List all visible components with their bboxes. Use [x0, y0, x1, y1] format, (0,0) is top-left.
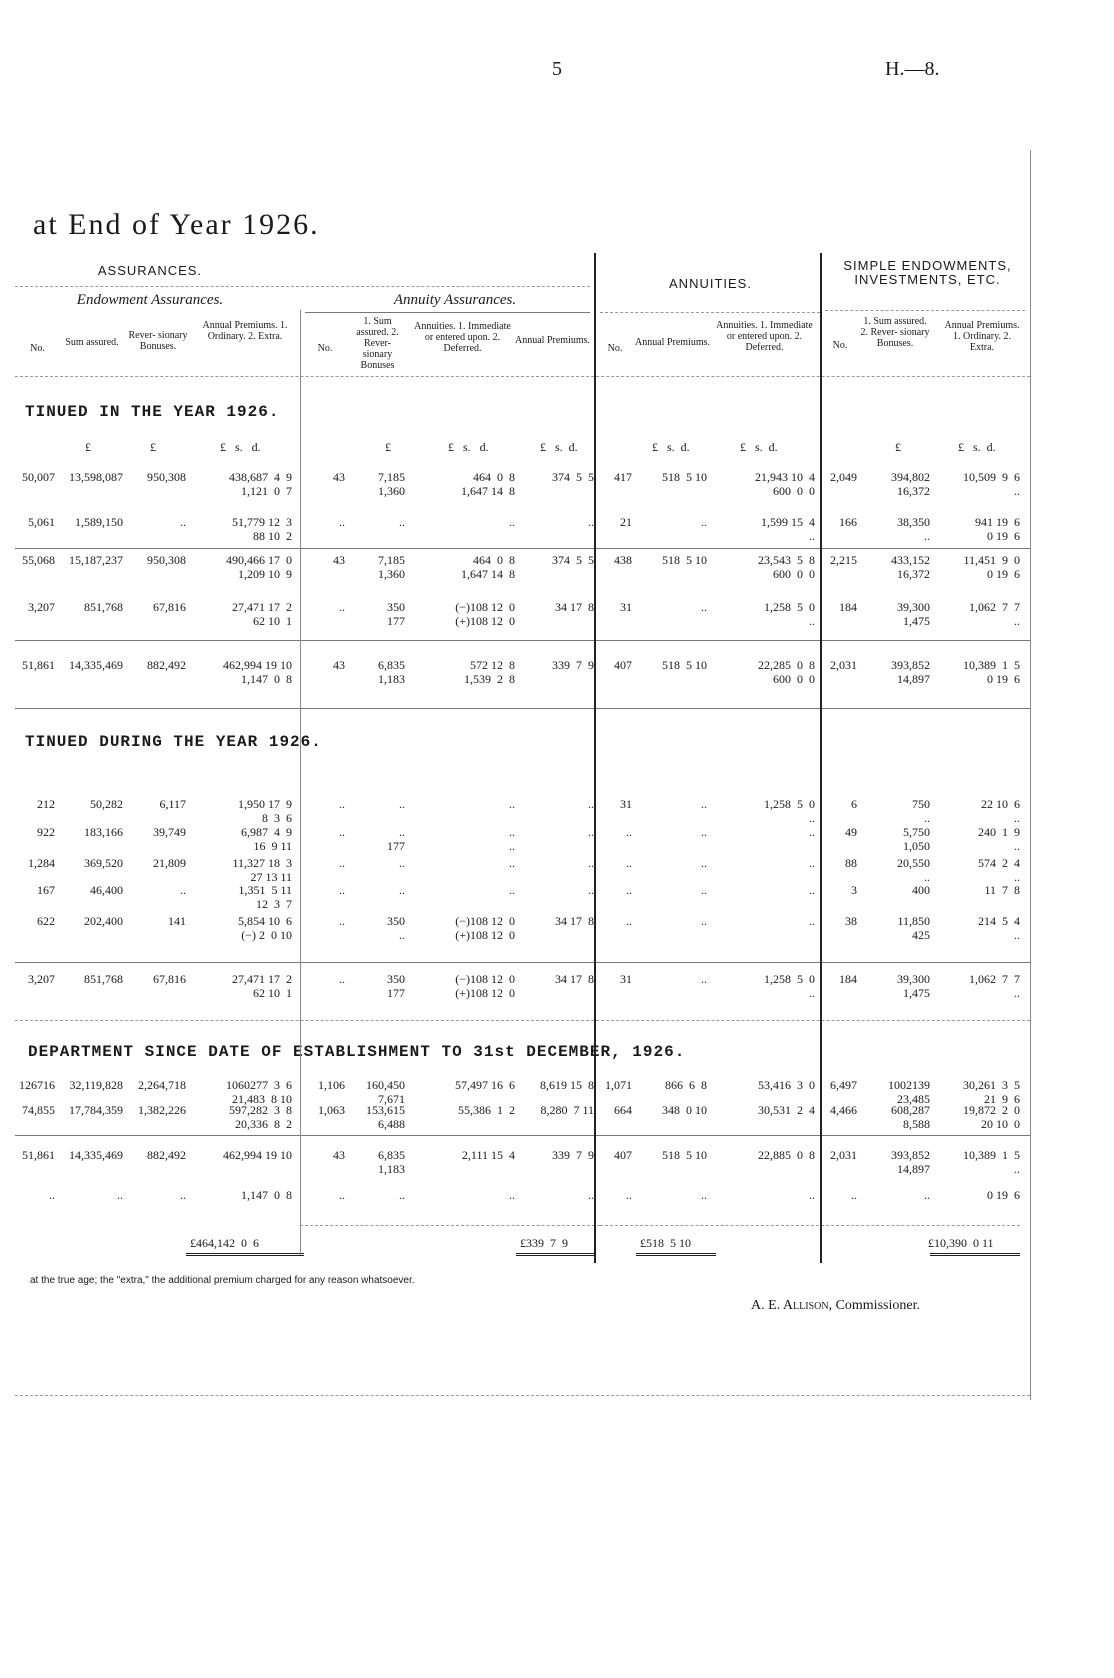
table-cell: 572 12 8 1,539 2 8 — [464, 658, 515, 686]
table-cell: 51,861 — [22, 658, 55, 672]
table-cell: 67,816 — [153, 972, 186, 986]
table-cell: 608,287 8,588 — [891, 1103, 930, 1131]
table-cell: .. — [588, 883, 594, 897]
table-cell: 664 — [614, 1103, 632, 1117]
table-cell: 22,285 0 8 600 0 0 — [758, 658, 815, 686]
table-cell: 1060277 3 6 21,483 8 10 — [226, 1078, 292, 1106]
table-cell: 21,809 — [153, 856, 186, 870]
table-cell: 51,779 12 3 88 10 2 — [232, 515, 292, 543]
table-cell: (−)108 12 0 (+)108 12 0 — [455, 600, 515, 628]
table-cell: 1,071 — [605, 1078, 632, 1092]
table-cell: 22,885 0 8 — [758, 1148, 815, 1162]
page-title: at End of Year 1926. — [33, 208, 320, 241]
table-cell: .. — [588, 1188, 594, 1202]
table-cell: 55,386 1 2 — [458, 1103, 515, 1117]
table-cell: .. — [399, 1188, 405, 1202]
table-cell: 14,335,469 — [69, 658, 123, 672]
table-cell: .. — [339, 515, 345, 529]
table-cell: 27,471 17 2 62 10 1 — [232, 600, 292, 628]
table-cell: 166 — [839, 515, 857, 529]
table-cell: 7,185 1,360 — [378, 470, 405, 498]
table-cell: 184 — [839, 600, 857, 614]
table-cell: 214 5 4 .. — [978, 914, 1020, 942]
table-cell: .. — [588, 515, 594, 529]
table-cell: 1002139 23,485 — [888, 1078, 930, 1106]
table-cell: 11,327 18 3 27 13 11 — [232, 856, 292, 884]
table-cell: 574 2 4 .. — [978, 856, 1020, 884]
signatory-role: , Commissioner. — [828, 1298, 920, 1313]
col-heading: 1. Sum assured. 2. Rever- sionary Bonuses — [356, 316, 399, 371]
table-cell: 38,350 .. — [897, 515, 930, 543]
table-cell: .. — [509, 856, 515, 870]
table-cell: (−)108 12 0 (+)108 12 0 — [455, 914, 515, 942]
table-cell: 32,119,828 — [69, 1078, 123, 1092]
table-cell: 30,261 3 5 21 9 6 — [963, 1078, 1020, 1106]
table-cell: .. — [626, 883, 632, 897]
unit-label: £ s. d. — [958, 440, 996, 454]
table-cell: 1,062 7 7 .. — [969, 600, 1020, 628]
table-cell: .. — [588, 856, 594, 870]
table-cell: 202,400 — [84, 914, 123, 928]
rule — [600, 312, 820, 313]
col-heading: Annual Premiums. — [515, 335, 590, 346]
table-cell: 866 6 8 — [665, 1078, 707, 1092]
table-cell: 1,063 — [318, 1103, 345, 1117]
table-cell: 8,619 15 8 — [540, 1078, 594, 1092]
table-cell: 369,520 — [84, 856, 123, 870]
unit-label: £ — [385, 440, 391, 454]
table-cell: 4,466 — [830, 1103, 857, 1117]
table-cell: 374 5 5 — [552, 470, 594, 484]
table-cell: 2,031 — [830, 1148, 857, 1162]
table-cell: 8,280 7 11 — [540, 1103, 594, 1117]
table-cell: 2,031 — [830, 658, 857, 672]
table-cell: 11 7 8 — [984, 883, 1020, 897]
total-endowment-premiums: £464,142 0 6 — [190, 1236, 259, 1250]
table-cell: 1,147 0 8 — [241, 1188, 292, 1202]
table-cell: .. — [339, 972, 345, 986]
table-cell: .. — [399, 515, 405, 529]
table-cell: 53,416 3 0 — [758, 1078, 815, 1092]
table-cell: 22 10 6 .. — [981, 797, 1020, 825]
table-cell: 74,855 — [22, 1103, 55, 1117]
table-cell: 43 — [333, 470, 345, 484]
table-cell: 518 5 10 — [662, 1148, 707, 1162]
table-cell: 1,382,226 — [138, 1103, 186, 1117]
table-cell: 6 — [851, 797, 857, 811]
rule — [600, 1225, 1020, 1226]
table-cell: .. — [809, 856, 815, 870]
group-simple: SIMPLE ENDOWMENTS, INVESTMENTS, ETC. — [843, 258, 1012, 287]
col-heading: Annuities. 1. Immediate or entered upon. 2. Deferred. — [716, 320, 813, 353]
table-cell: 350 .. — [387, 914, 405, 942]
total-underline — [516, 1253, 596, 1256]
table-cell: 0 19 6 — [987, 1188, 1020, 1202]
table-cell: .. — [180, 1188, 186, 1202]
total-simple-premiums: £10,390 0 11 — [928, 1236, 994, 1250]
table-cell: 1,950 17 9 8 3 6 — [238, 797, 292, 825]
table-cell: 184 — [839, 972, 857, 986]
document-reference: H.—8. — [885, 58, 940, 80]
table-cell: 49 — [845, 825, 857, 839]
table-cell: 3 — [851, 883, 857, 897]
table-cell: .. — [399, 797, 405, 811]
rule — [15, 640, 1030, 641]
table-cell: .. — [339, 600, 345, 614]
table-cell: 27,471 17 2 62 10 1 — [232, 972, 292, 1000]
table-cell: 51,861 — [22, 1148, 55, 1162]
table-cell: .. — [701, 600, 707, 614]
table-cell: 43 — [333, 658, 345, 672]
table-cell: .. — [809, 914, 815, 928]
col-heading: Annual Premiums. — [635, 337, 710, 348]
table-cell: 2,111 15 4 — [461, 1148, 515, 1162]
table-cell: 1,062 7 7 .. — [969, 972, 1020, 1000]
table-cell: .. — [701, 856, 707, 870]
table-cell: 5,854 10 6 (−) 2 0 10 — [238, 914, 292, 942]
col-heading: No. — [607, 343, 623, 354]
table-cell: 46,400 — [90, 883, 123, 897]
table-cell: 21 — [620, 515, 632, 529]
table-cell: 6,117 — [159, 797, 186, 811]
table-cell: 1,258 5 0 .. — [764, 797, 815, 825]
table-cell: 212 — [37, 797, 55, 811]
rule — [820, 253, 822, 1263]
table-cell: 11,451 9 0 0 19 6 — [963, 553, 1020, 581]
table-cell: 518 5 10 — [662, 470, 707, 484]
table-cell: .. — [701, 515, 707, 529]
signature — [751, 1298, 920, 1314]
table-cell: 851,768 — [84, 600, 123, 614]
table-cell: .. — [49, 1188, 55, 1202]
section-title: TINUED IN THE YEAR 1926. — [25, 403, 280, 421]
table-cell: .. — [626, 856, 632, 870]
table-cell: 3,207 — [28, 600, 55, 614]
table-cell: 597,282 3 8 20,336 8 2 — [229, 1103, 292, 1131]
table-cell: 43 — [333, 553, 345, 567]
unit-label: £ — [150, 440, 156, 454]
table-cell: .. — [809, 825, 815, 839]
table-cell: .. — [339, 914, 345, 928]
table-cell: 1,284 — [28, 856, 55, 870]
table-cell: 339 7 9 — [552, 658, 594, 672]
table-cell: .. 177 — [387, 825, 405, 853]
table-cell: .. — [509, 515, 515, 529]
table-cell: 38 — [845, 914, 857, 928]
table-cell: 30,531 2 4 — [758, 1103, 815, 1117]
total-annuity-premiums: £518 5 10 — [640, 1236, 691, 1250]
table-cell: 67,816 — [153, 600, 186, 614]
table-cell: .. — [809, 883, 815, 897]
col-heading: Annuities. 1. Immediate or entered upon. 2. Deferred. — [414, 321, 511, 354]
table-cell: .. — [626, 825, 632, 839]
rule — [15, 708, 1030, 709]
table-cell: .. — [701, 914, 707, 928]
table-cell: 464 0 8 1,647 14 8 — [461, 470, 515, 498]
table-cell: 1,106 — [318, 1078, 345, 1092]
col-heading: No. — [30, 343, 45, 354]
table-cell: 2,264,718 — [138, 1078, 186, 1092]
table-cell: 393,852 14,897 — [891, 658, 930, 686]
table-cell: 5,750 1,050 — [903, 825, 930, 853]
table-cell: 6,835 1,183 — [378, 1148, 405, 1176]
table-cell: 750 .. — [912, 797, 930, 825]
table-cell: .. — [701, 972, 707, 986]
col-heading: Annual Premiums. 1. Ordinary. 2. Extra. — [202, 320, 288, 342]
table-cell: .. — [339, 883, 345, 897]
rule — [825, 310, 1025, 311]
table-cell: 407 — [614, 658, 632, 672]
table-cell: .. — [924, 1188, 930, 1202]
table-cell: 941 19 6 0 19 6 — [975, 515, 1020, 543]
table-cell: 19,872 2 0 20 10 0 — [963, 1103, 1020, 1131]
table-cell: .. — [509, 883, 515, 897]
table-cell: 13,598,087 — [69, 470, 123, 484]
col-heading: No. — [317, 343, 333, 354]
table-cell: 6,497 — [830, 1078, 857, 1092]
table-cell: 50,007 — [22, 470, 55, 484]
table-cell: 55,068 — [22, 553, 55, 567]
table-cell: 490,466 17 0 1,209 10 9 — [226, 553, 292, 581]
signatory-name: A. E. Allison — [751, 1298, 829, 1313]
table-cell: 10,389 1 5 0 19 6 — [963, 658, 1020, 686]
table-cell: 39,300 1,475 — [897, 600, 930, 628]
table-cell: .. — [701, 825, 707, 839]
table-cell: 348 0 10 — [662, 1103, 707, 1117]
table-cell: 39,749 — [153, 825, 186, 839]
table-cell: 141 — [168, 914, 186, 928]
table-cell: 153,615 6,488 — [366, 1103, 405, 1131]
total-underline — [636, 1253, 716, 1256]
table-cell: 518 5 10 — [662, 553, 707, 567]
table-cell: .. — [339, 1188, 345, 1202]
table-cell: 882,492 — [147, 1148, 186, 1162]
table-cell: (−)108 12 0 (+)108 12 0 — [455, 972, 515, 1000]
table-cell: 922 — [37, 825, 55, 839]
unit-label: £ s. d. — [652, 440, 690, 454]
unit-label: £ — [85, 440, 91, 454]
table-cell: 882,492 — [147, 658, 186, 672]
rule — [15, 1020, 1030, 1021]
table-cell: .. — [588, 825, 594, 839]
table-cell: 622 — [37, 914, 55, 928]
table-cell: 6,835 1,183 — [378, 658, 405, 686]
table-cell: .. — [588, 797, 594, 811]
table-cell: 20,550 .. — [897, 856, 930, 884]
table-cell: .. — [851, 1188, 857, 1202]
table-cell: 950,308 — [147, 553, 186, 567]
table-cell: 5,061 — [28, 515, 55, 529]
rule — [594, 253, 596, 1263]
unit-label: £ — [895, 440, 901, 454]
page-number: 5 — [552, 58, 562, 80]
col-heading: Rever- sionary Bonuses. — [128, 330, 188, 352]
table-cell: 1,258 5 0 .. — [764, 600, 815, 628]
table-cell: 57,497 16 6 — [455, 1078, 515, 1092]
table-cell: 374 5 5 — [552, 553, 594, 567]
unit-label: £ s. d. — [540, 440, 578, 454]
table-cell: .. — [626, 1188, 632, 1202]
table-cell: 417 — [614, 470, 632, 484]
rule — [15, 1395, 1030, 1396]
table-cell: 6,987 4 9 16 9 11 — [241, 825, 292, 853]
table-cell: 43 — [333, 1148, 345, 1162]
table-cell: 950,308 — [147, 470, 186, 484]
table-cell: 10,509 9 6 .. — [963, 470, 1020, 498]
unit-label: £ s. d. — [448, 440, 489, 454]
table-cell: .. — [339, 825, 345, 839]
table-cell: 167 — [37, 883, 55, 897]
table-cell: .. — [809, 1188, 815, 1202]
total-underline — [186, 1253, 304, 1256]
table-cell: 240 1 9 .. — [978, 825, 1020, 853]
table-cell: .. — [701, 883, 707, 897]
table-cell: 438 — [614, 553, 632, 567]
table-cell: 2,215 — [830, 553, 857, 567]
table-cell: .. — [339, 797, 345, 811]
table-cell: .. — [626, 914, 632, 928]
table-cell: 126716 — [19, 1078, 55, 1092]
table-cell: 851,768 — [84, 972, 123, 986]
table-cell: 21,943 10 4 600 0 0 — [755, 470, 815, 498]
table-cell: 350 177 — [387, 972, 405, 1000]
table-cell: .. — [509, 797, 515, 811]
unit-label: £ s. d. — [740, 440, 778, 454]
table-cell: 1,599 15 4 .. — [761, 515, 815, 543]
table-cell: 407 — [614, 1148, 632, 1162]
table-cell: 34 17 8 — [555, 972, 594, 986]
table-cell: 2,049 — [830, 470, 857, 484]
table-cell: 462,994 19 10 1,147 0 8 — [223, 658, 292, 686]
table-cell: 7,185 1,360 — [378, 553, 405, 581]
table-cell: .. — [180, 883, 186, 897]
table-cell: .. — [399, 856, 405, 870]
group-annuities: ANNUITIES. — [669, 276, 752, 291]
total-annuity-assurance-premiums: £339 7 9 — [520, 1236, 568, 1250]
table-cell: 1,351 5 11 12 3 7 — [238, 883, 292, 911]
section-title: TINUED DURING THE YEAR 1926. — [25, 733, 322, 751]
table-cell: .. .. — [509, 825, 515, 853]
table-cell: 462,994 19 10 — [223, 1148, 292, 1162]
table-cell: 400 — [912, 883, 930, 897]
table-cell: 518 5 10 — [662, 658, 707, 672]
table-cell: .. — [117, 1188, 123, 1202]
table-cell: 88 — [845, 856, 857, 870]
total-underline — [930, 1253, 1020, 1256]
rule — [305, 312, 590, 313]
table-cell: 1,589,150 — [75, 515, 123, 529]
rule — [300, 1225, 600, 1226]
table-cell: .. — [399, 883, 405, 897]
table-cell: 339 7 9 — [552, 1148, 594, 1162]
rule — [1030, 150, 1031, 1400]
rule — [15, 1135, 1030, 1136]
table-cell: 394,802 16,372 — [891, 470, 930, 498]
unit-label: £ s. d. — [220, 440, 261, 454]
group-assurances: ASSURANCES. — [97, 263, 203, 278]
table-cell: .. — [509, 1188, 515, 1202]
col-heading: Annual Premiums. 1. Ordinary. 2. Extra. — [944, 320, 1020, 353]
table-cell: 1,258 5 0 .. — [764, 972, 815, 1000]
rule — [15, 286, 590, 287]
table-cell: .. — [339, 856, 345, 870]
table-cell: 15,187,237 — [69, 553, 123, 567]
table-cell: 39,300 1,475 — [897, 972, 930, 1000]
table-cell: 393,852 14,897 — [891, 1148, 930, 1176]
table-cell: .. — [701, 797, 707, 811]
table-cell: 31 — [620, 600, 632, 614]
footnote: at the true age; the "extra," the additional premium charged for any reason whatsoever. — [30, 1275, 415, 1286]
group-endowment: Endowment Assurances. — [76, 292, 224, 308]
table-cell: 14,335,469 — [69, 1148, 123, 1162]
section-title: DEPARTMENT SINCE DATE OF ESTABLISHMENT TO 31st DECEMBER, 1926. — [28, 1043, 686, 1061]
rule — [300, 310, 301, 1255]
table-cell: 31 — [620, 972, 632, 986]
table-cell: .. — [180, 515, 186, 529]
rule — [15, 962, 1030, 963]
table-cell: 34 17 8 — [555, 914, 594, 928]
table-cell: 3,207 — [28, 972, 55, 986]
col-heading: Sum assured. — [65, 337, 119, 348]
table-cell: .. — [701, 1188, 707, 1202]
table-cell: 31 — [620, 797, 632, 811]
table-cell: 50,282 — [90, 797, 123, 811]
table-cell: 10,389 1 5 .. — [963, 1148, 1020, 1176]
table-cell: 34 17 8 — [555, 600, 594, 614]
table-cell: 183,166 — [84, 825, 123, 839]
col-heading: 1. Sum assured. 2. Rever- sionary Bonuses. — [860, 316, 930, 349]
table-cell: 23,543 5 8 600 0 0 — [758, 553, 815, 581]
table-cell: 438,687 4 9 1,121 0 7 — [229, 470, 292, 498]
col-heading: No. — [832, 340, 848, 351]
table-cell: 350 177 — [387, 600, 405, 628]
group-annuity-assurances: Annuity Assurances. — [393, 292, 517, 308]
table-cell: 11,850 425 — [897, 914, 930, 942]
table-cell: 433,152 16,372 — [891, 553, 930, 581]
rule — [15, 376, 1030, 377]
table-cell: 17,784,359 — [69, 1103, 123, 1117]
rule — [15, 548, 1030, 549]
table-cell: 464 0 8 1,647 14 8 — [461, 553, 515, 581]
table-cell: 160,450 7,671 — [366, 1078, 405, 1106]
